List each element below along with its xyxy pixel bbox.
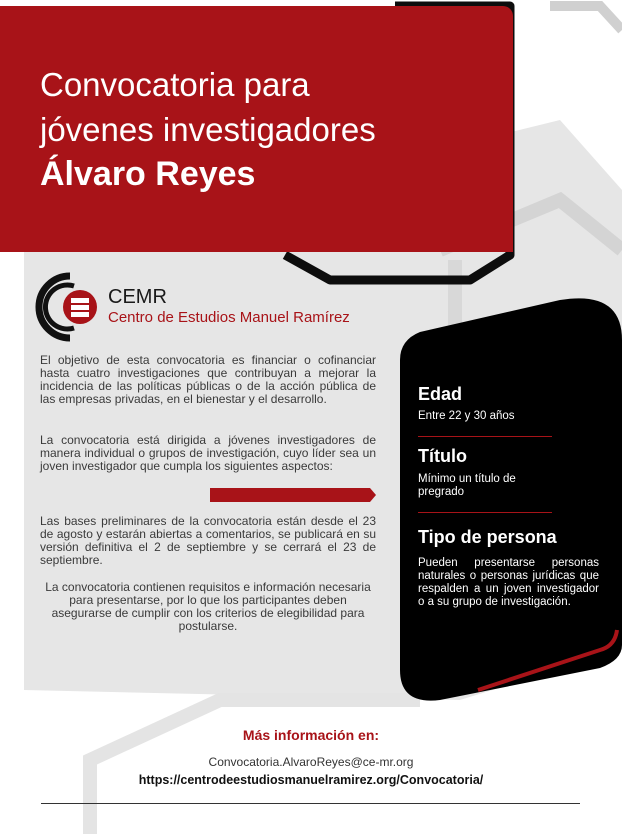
requirement-heading-age: Edad — [418, 384, 463, 404]
org-abbreviation: CEMR — [108, 286, 167, 308]
org-full-name: Centro de Estudios Manuel Ramírez — [108, 309, 350, 326]
divider — [418, 512, 552, 513]
paragraph-requirements: La convocatoria contienen requisitos e información necesaria para presentarse, por lo que los participantes deben asegurarse de cumplir con los criterios de elegibilidad para postularse. — [45, 580, 371, 633]
footer-divider — [41, 803, 580, 804]
website-link[interactable]: https://centrodeestudiosmanuelramirez.org/Convocatoria/ — [138, 773, 484, 787]
gray-corner-stroke — [550, 6, 622, 30]
title-line-3: Álvaro Reyes — [40, 155, 256, 193]
divider — [418, 436, 552, 437]
requirement-heading-degree: Título — [418, 446, 467, 466]
arrow-right-icon — [210, 488, 378, 502]
title-line-2: jóvenes investigadores — [40, 111, 376, 148]
requirement-value-degree: Mínimo un título de pregrado — [418, 473, 516, 498]
requirement-value-age: Entre 22 y 30 años — [418, 410, 515, 422]
requirements-panel — [400, 298, 622, 700]
paragraph-audience: La convocatoria está dirigida a jóvenes investigadores de manera individual o grupos de investigación, cuyo líder sea un joven investigador que cumpla los siguientes aspectos: — [40, 433, 376, 473]
title-line-1: Convocatoria para — [40, 66, 310, 103]
paragraph-dates: Las bases preliminares de la convocatoria están desde el 23 de agosto y estarán abiertas a comentarios, se publicará en su versión definitiva el 2 de septiembre y se cerrará el 23 de septiembre. — [40, 514, 376, 567]
requirement-value-person-type: Pueden presentarse personas naturales o personas jurídicas que respalden a un joven investigador o a su grupo de investigación. — [418, 557, 599, 608]
requirement-heading-person-type: Tipo de persona — [418, 527, 557, 547]
paragraph-objective: El objetivo de esta convocatoria es financiar o cofinanciar hasta cuatro investigaciones que contribuyan a mejorar la incidencia de las políticas públicas o de la acción pública de las empresas privadas, en el bienestar y el desarrollo. — [40, 353, 376, 406]
organization-name — [108, 286, 350, 328]
page-title — [40, 62, 376, 197]
more-info-heading: Más información en: — [242, 727, 380, 743]
cemr-logo-icon — [30, 272, 100, 342]
contact-email-link[interactable]: Convocatoria.AlvaroReyes@ce-mr.org — [208, 755, 414, 769]
